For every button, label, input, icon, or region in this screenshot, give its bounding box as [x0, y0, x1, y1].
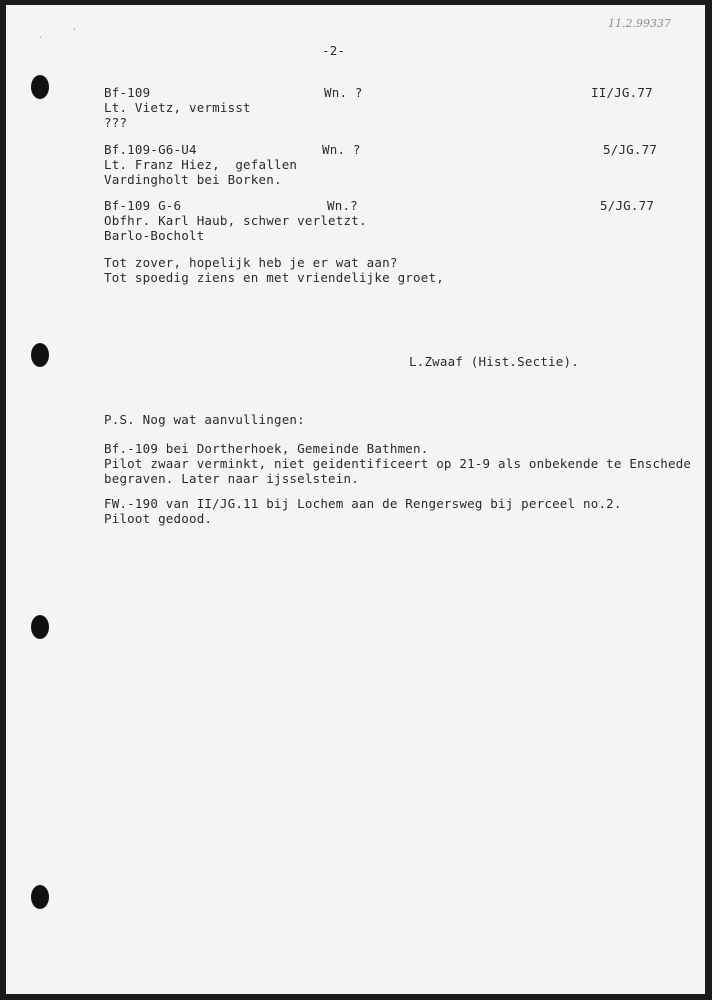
entry-aircraft-type: Bf.109-G6-U4: [104, 142, 197, 157]
page-number: -2-: [322, 43, 346, 58]
entry-line: Obfhr. Karl Haub, schwer verletzt.: [104, 213, 367, 228]
ps-line: FW.-190 van II/JG.11 bij Lochem aan de Rengersweg bij perceel no.2.: [104, 496, 622, 511]
ps-line: Piloot gedood.: [104, 511, 213, 526]
punch-hole: [31, 615, 49, 639]
entry-aircraft-type: Bf-109 G-6: [104, 198, 182, 213]
entry-line: Vardingholt bei Borken.: [104, 172, 282, 187]
punch-hole: [31, 343, 49, 367]
entry-line: Lt. Franz Hiez, gefallen: [104, 157, 298, 172]
punch-hole: [31, 75, 49, 99]
entry-line: Lt. Vietz, vermisst: [104, 100, 251, 115]
ps-line: Pilot zwaar verminkt, niet geidentificeert op 21-9 als onbekende te Enschede: [104, 456, 692, 471]
entry-unit: 5/JG.77: [600, 198, 655, 213]
document-page: [6, 5, 705, 994]
entry-werknummer: Wn.?: [327, 198, 358, 213]
closing-line: Tot zover, hopelijk heb je er wat aan?: [104, 255, 398, 270]
paper-speck: ': [72, 27, 77, 36]
closing-line: Tot spoedig ziens en met vriendelijke groet,: [104, 270, 444, 285]
ps-line: Bf.-109 bei Dortherhoek, Gemeinde Bathmen.: [104, 441, 429, 456]
paper-speck: ·: [38, 33, 43, 42]
punch-hole: [31, 885, 49, 909]
ps-line: begraven. Later naar ijsselstein.: [104, 471, 359, 486]
entry-aircraft-type: Bf-109: [104, 85, 151, 100]
ps-heading: P.S. Nog wat aanvullingen:: [104, 412, 305, 427]
entry-unit: II/JG.77: [591, 85, 653, 100]
signature: L.Zwaaf (Hist.Sectie).: [409, 354, 579, 369]
entry-werknummer: Wn. ?: [324, 85, 363, 100]
entry-unit: 5/JG.77: [603, 142, 658, 157]
entry-werknummer: Wn. ?: [322, 142, 361, 157]
entry-line: Barlo-Bocholt: [104, 228, 205, 243]
entry-line: ???: [104, 115, 128, 130]
archive-number: 11.2.99337: [608, 17, 671, 30]
